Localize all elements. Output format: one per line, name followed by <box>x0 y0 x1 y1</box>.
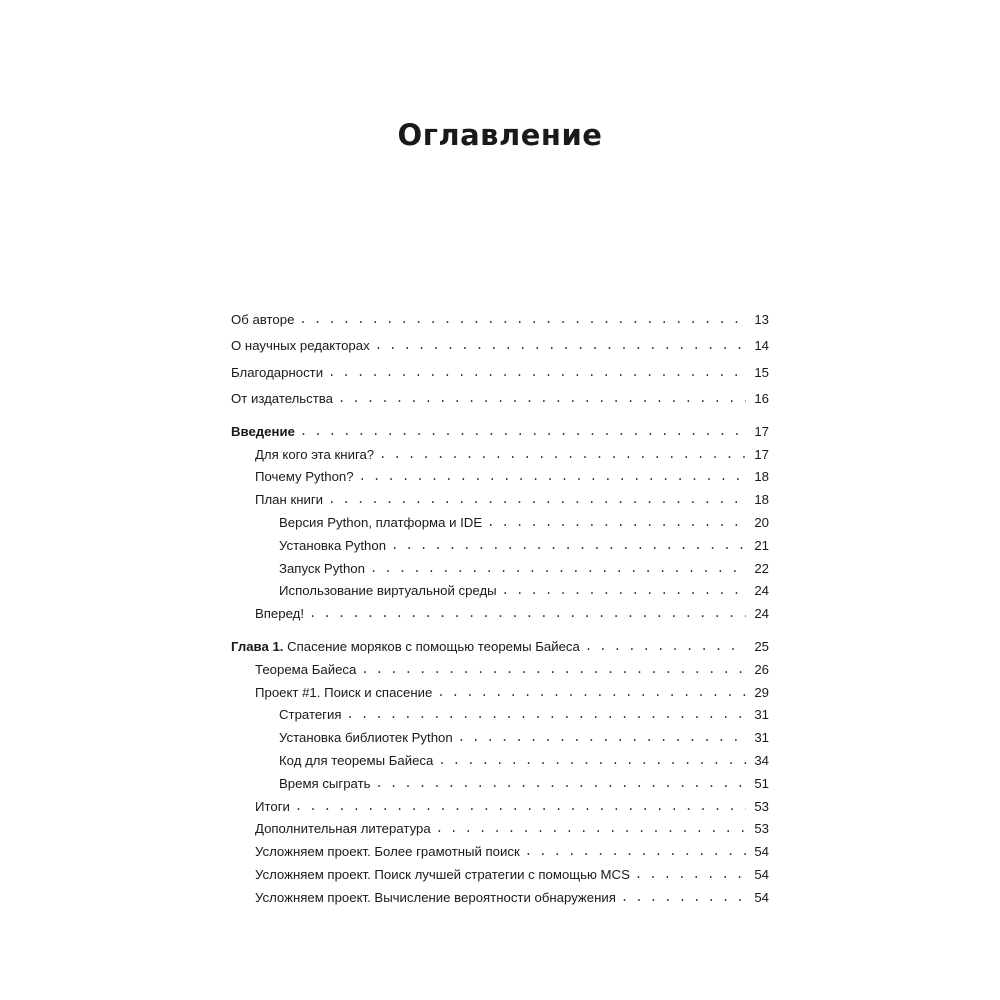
toc-chapter-heading[interactable] <box>231 631 769 654</box>
dot-leader <box>359 469 746 484</box>
dot-leader <box>437 685 746 700</box>
toc-page-number: 18 <box>754 469 769 485</box>
toc-entry[interactable] <box>231 791 769 814</box>
toc-page-number: 31 <box>754 707 769 723</box>
dot-leader <box>635 867 746 882</box>
dot-leader <box>309 606 746 621</box>
dot-leader <box>379 447 746 462</box>
toc-entry-title <box>231 639 580 654</box>
dot-leader <box>438 753 746 768</box>
toc-page-number: 15 <box>754 364 769 380</box>
dot-leader <box>300 424 746 439</box>
toc-page-number: 34 <box>754 752 769 768</box>
toc-page-number: 24 <box>754 606 769 622</box>
toc-page-number: 54 <box>754 866 769 882</box>
toc-page-number: 14 <box>754 338 769 353</box>
toc-entry-title: Благодарности <box>231 364 324 380</box>
toc-entry[interactable] <box>231 768 769 791</box>
toc-page-number: 31 <box>754 730 769 746</box>
dot-leader <box>299 312 746 327</box>
toc-entry[interactable] <box>231 380 769 407</box>
toc-entry[interactable] <box>231 300 769 327</box>
toc-entry[interactable] <box>231 882 769 905</box>
dot-leader <box>436 821 746 836</box>
page-title: Оглавление <box>397 118 603 152</box>
toc-entry[interactable] <box>231 530 769 553</box>
toc-page-number: 17 <box>754 446 769 462</box>
toc-entry-title: О научных редакторах <box>231 338 370 353</box>
toc-entry-title: Стратегия <box>279 707 342 723</box>
chapter-label: Глава 1. <box>231 638 284 654</box>
toc-page-number: 13 <box>754 311 769 327</box>
dot-leader <box>361 662 746 677</box>
toc-entry-title: Время сыграть <box>279 775 371 791</box>
toc-page-number: 53 <box>754 798 769 814</box>
toc-page-number: 54 <box>754 889 769 905</box>
toc-entry-title: Проект #1. Поиск и спасение <box>255 684 433 700</box>
toc-page-number: 18 <box>754 492 769 508</box>
toc-entry-title: Усложняем проект. Поиск лучшей стратегии с помощью MCS <box>255 866 630 882</box>
toc-page-number: 53 <box>754 821 769 837</box>
toc-entry[interactable] <box>231 484 769 507</box>
dot-leader <box>621 890 746 905</box>
toc-page-number: 51 <box>754 775 769 791</box>
dot-leader <box>347 707 747 722</box>
dot-leader <box>525 844 746 859</box>
toc-entry-title: Дополнительная литература <box>255 821 431 837</box>
toc-page-number: 29 <box>754 684 769 700</box>
toc-page-number: 24 <box>754 583 769 599</box>
dot-leader <box>458 730 746 745</box>
toc-entry-title: Вперед! <box>255 606 305 622</box>
toc-entry-title: Установка библиотек Python <box>279 730 453 746</box>
dot-leader <box>375 338 746 353</box>
dot-leader <box>391 538 746 553</box>
toc-page-number: 17 <box>754 423 769 439</box>
toc-entry[interactable] <box>231 836 769 859</box>
toc-entry[interactable] <box>231 553 769 576</box>
toc-entry-title: Использование виртуальной среды <box>279 583 497 599</box>
toc-entry-title: Версия Python, платформа и IDE <box>279 514 483 530</box>
toc-page-number: 26 <box>754 661 769 677</box>
toc-entry-title: Запуск Python <box>279 560 365 576</box>
toc-entry-title: Установка Python <box>279 537 387 553</box>
toc-entry-title <box>231 424 295 439</box>
toc-entry-title: Почему Python? <box>255 469 354 485</box>
toc-entry[interactable] <box>231 327 769 354</box>
toc-entry-title: План книги <box>255 492 324 508</box>
toc-entry-title: От издательства <box>231 391 334 406</box>
toc-entry[interactable] <box>231 598 769 621</box>
toc-entry-title: Об авторе <box>231 311 295 327</box>
intro-title: Введение <box>231 423 295 439</box>
toc-entry[interactable] <box>231 745 769 768</box>
toc-entry-title: Теорема Байеса <box>255 661 357 677</box>
dot-leader <box>328 492 746 507</box>
toc-entry[interactable] <box>231 722 769 745</box>
toc-entry-title: Код для теоремы Байеса <box>279 752 434 768</box>
toc-chapter-1 <box>231 631 769 905</box>
dot-leader <box>376 776 746 791</box>
toc-front-matter <box>231 300 769 406</box>
toc-page-number: 20 <box>754 514 769 530</box>
toc-page-number: 54 <box>754 844 769 860</box>
toc-entry[interactable] <box>231 507 769 530</box>
toc-entry[interactable] <box>231 814 769 837</box>
toc-page-number: 16 <box>754 391 769 406</box>
toc-entry[interactable] <box>231 462 769 485</box>
toc-section-heading[interactable] <box>231 416 769 439</box>
toc-entry[interactable] <box>231 700 769 723</box>
toc-entry[interactable] <box>231 654 769 677</box>
dot-leader <box>295 799 746 814</box>
toc-page-number: 22 <box>754 560 769 576</box>
dot-leader <box>328 365 746 380</box>
toc-entry[interactable] <box>231 859 769 882</box>
chapter-title: Спасение моряков с помощью теоремы Байеса <box>287 638 580 654</box>
toc-entry-title: Усложняем проект. Более грамотный поиск <box>255 844 520 860</box>
toc-page-number: 21 <box>754 537 769 553</box>
dot-leader <box>585 639 746 654</box>
dot-leader <box>338 391 746 406</box>
table-of-contents <box>231 300 769 915</box>
dot-leader <box>502 583 746 598</box>
toc-entry[interactable] <box>231 677 769 700</box>
dot-leader <box>370 561 746 576</box>
toc-entry[interactable] <box>231 353 769 380</box>
toc-page-number: 25 <box>754 638 769 654</box>
toc-entry[interactable] <box>231 576 769 599</box>
toc-introduction <box>231 416 769 621</box>
toc-entry[interactable] <box>231 439 769 462</box>
toc-entry-title: Для кого эта книга? <box>255 446 375 462</box>
toc-entry-title: Усложняем проект. Вычисление вероятности обнаружения <box>255 889 616 905</box>
dot-leader <box>487 515 746 530</box>
toc-entry-title: Итоги <box>255 798 290 814</box>
